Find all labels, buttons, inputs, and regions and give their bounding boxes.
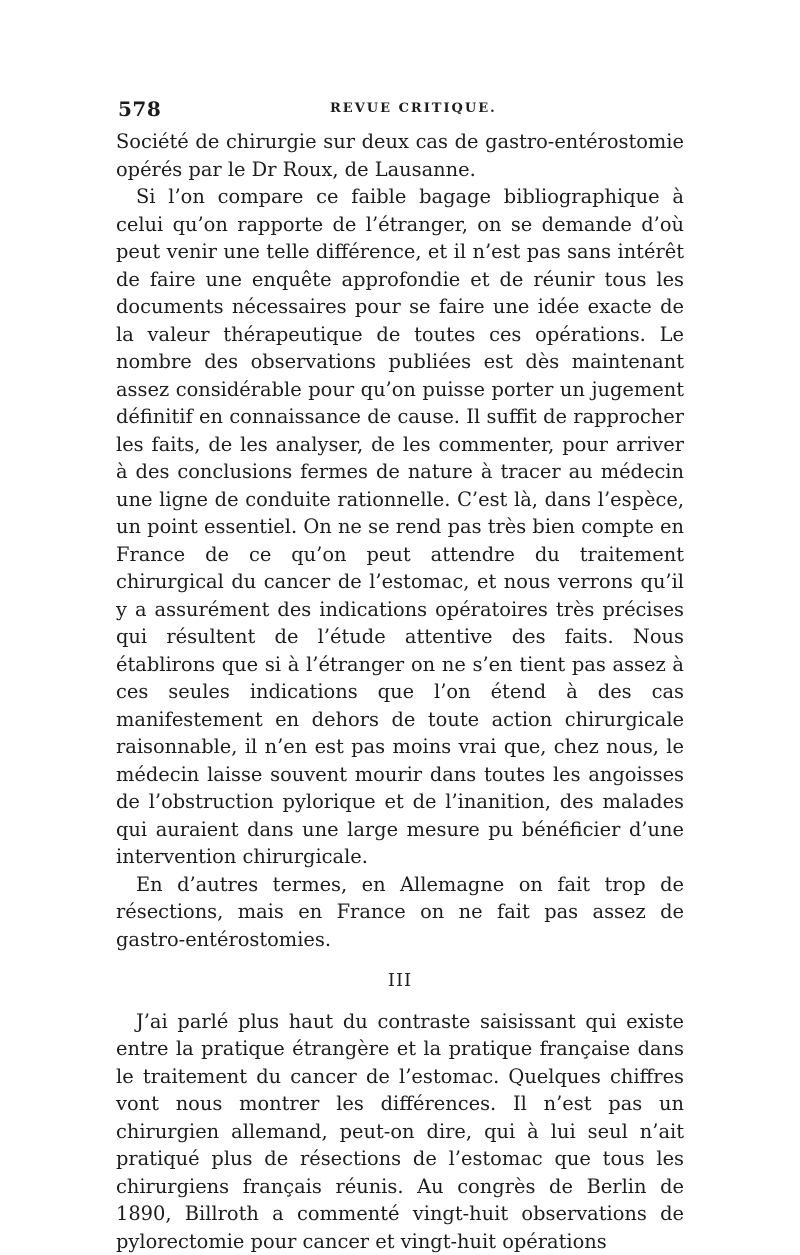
- section-heading: III: [116, 967, 684, 995]
- running-head: REVUE CRITIQUE.: [330, 101, 497, 116]
- page-number: 578: [118, 97, 161, 121]
- body-text: [116, 128, 684, 1255]
- paragraph: En d’autres termes, en Allemagne on fait trop de résections, mais en France on ne fait pas assez de gastro-entérostomies.: [116, 871, 684, 954]
- paragraph: J’ai parlé plus haut du contraste saisissant qui existe entre la pratique étrangère et la pratique française dans le traitement du cancer de l’estomac. Quelques chiffres vont nous montrer les différences. Il n’est pas un chirurgien allemand, peut-on dire, qui à lui seul n’ait pratiqué plus de résections de l’estomac que tous les chirurgiens français réunis. Au congrès de Berlin de 1890, Billroth a commenté vingt-huit observations de pylorectomie pour cancer et vingt-huit opérations: [116, 1008, 684, 1255]
- paragraph: Si l’on compare ce faible bagage bibliographique à celui qu’on rapporte de l’étranger, on se demande d’où peut venir une telle différence, et il n’est pas sans intérêt de faire une enquête approfondie et de réunir tous les documents nécessaires pour se faire une idée exacte de la valeur thérapeutique de toutes ces opérations. Le nombre des observations publiées est dès maintenant assez considérable pour qu’on puisse porter un jugement définitif en connaissance de cause. Il suffit de rapprocher les faits, de les analyser, de les commenter, pour arriver à des conclusions fermes de nature à tracer au médecin une ligne de conduite rationnelle. C’est là, dans l’espèce, un point essentiel. On ne se rend pas très bien compte en France de ce qu’on peut attendre du traitement chirurgical du cancer de l’estomac, et nous verrons qu’il y a assurément des indications opératoires très précises qui résultent de l’étude attentive des faits. Nous établirons que si à l’étranger on ne s’en tient pas assez à ces seules indications que l’on étend à des cas manifestement en dehors de toute action chirurgicale raisonnable, il n’en est pas moins vrai que, chez nous, le médecin laisse souvent mourir dans toutes les angoisses de l’obstruction pylorique et de l’inanition, des malades qui auraient dans une large mesure pu bénéficier d’une intervention chirurgicale.: [116, 183, 684, 871]
- paragraph: Société de chirurgie sur deux cas de gastro-entérostomie opérés par le Dr Roux, de Lausanne.: [116, 128, 684, 183]
- page-header: [118, 97, 685, 123]
